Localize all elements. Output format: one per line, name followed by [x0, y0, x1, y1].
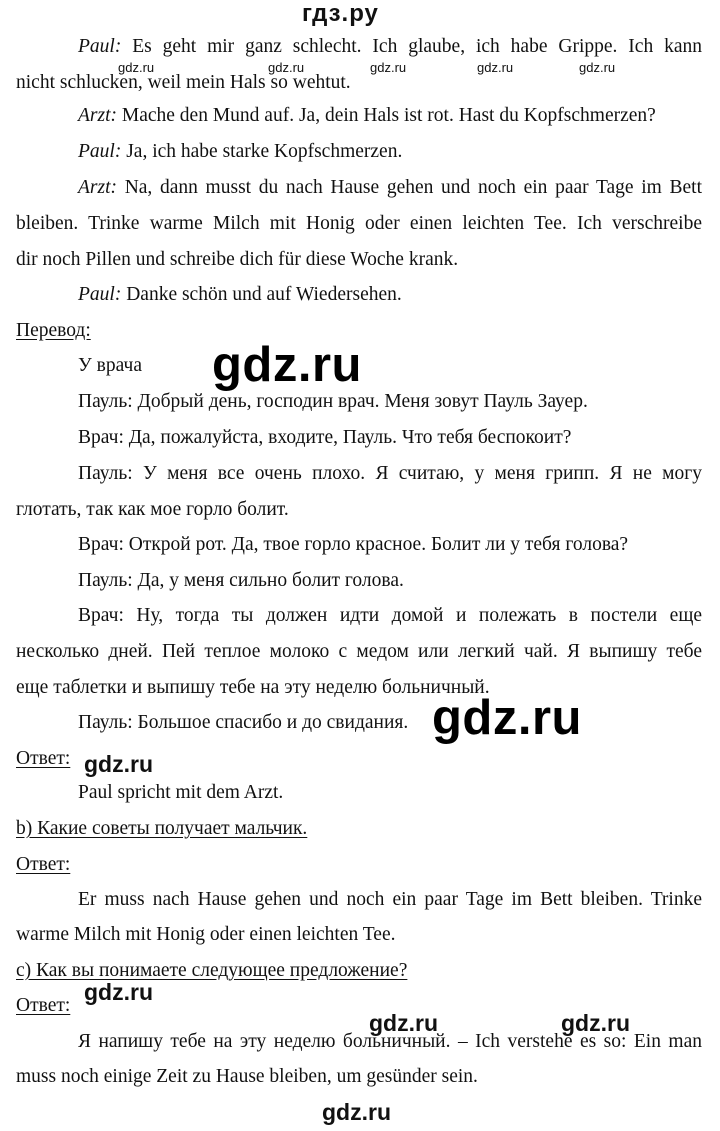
dialogue-text: Danke schön und auf Wiedersehen.	[126, 284, 402, 305]
dialogue-text: Na, dann musst du nach Hause gehen und noch ein paar Tage im Bett	[124, 177, 702, 198]
watermark: gdz.ru	[370, 60, 407, 75]
speaker-label: Paul:	[78, 36, 122, 57]
answer-label: Ответ:	[16, 748, 71, 769]
watermark: gdz.ru	[322, 1099, 391, 1125]
translation-line: еще таблетки и выпишу тебе на эту неделю больничный.	[16, 677, 490, 698]
translation-heading: Перевод:	[16, 320, 91, 341]
watermark: gdz.ru	[432, 691, 582, 745]
answer-text: muss noch einige Zeit zu Hause bleiben, um gesünder sein.	[16, 1066, 478, 1087]
dialogue-line	[78, 177, 702, 199]
dialogue-line	[78, 36, 702, 58]
speaker-label: Arzt:	[78, 105, 117, 126]
site-watermark: гдз.ру	[302, 0, 379, 27]
speaker-label: Paul:	[78, 141, 122, 162]
translation-line: глотать, так как мое горло болит.	[16, 499, 289, 520]
watermark: gdz.ru	[84, 979, 153, 1005]
translation-line: Пауль: Большое спасибо и до свидания.	[78, 712, 409, 733]
watermark: gdz.ru	[579, 60, 616, 75]
dialogue-line	[78, 141, 702, 163]
answer-label: Ответ:	[16, 854, 71, 875]
speaker-label: Arzt:	[78, 177, 117, 198]
watermark: gdz.ru	[561, 1010, 630, 1036]
answer-text: Paul spricht mit dem Arzt.	[78, 782, 284, 803]
question-c: c) Как вы понимаете следующее предложение?	[16, 960, 408, 981]
translation-line: Пауль: Да, у меня сильно болит голова.	[78, 570, 404, 591]
answer-text: warme Milch mit Honig oder einen leichten Tee.	[16, 924, 396, 945]
answer-label: Ответ:	[16, 995, 71, 1016]
dialogue-text: Ja, ich habe starke Kopfschmerzen.	[126, 141, 403, 162]
dialogue-line	[78, 284, 702, 306]
question-b: b) Какие советы получает мальчик.	[16, 818, 308, 839]
answer-text: Я напишу тебе на эту неделю больничный. – Ich verstehe es so: Ein man	[78, 1031, 702, 1052]
translation-title: У врача	[78, 355, 142, 376]
watermark: gdz.ru	[268, 60, 305, 75]
watermark: gdz.ru	[84, 751, 153, 777]
watermark: gdz.ru	[212, 338, 362, 392]
dialogue-line: dir noch Pillen und schreibe dich für diese Woche krank.	[16, 249, 459, 270]
answer-text: Er muss nach Hause gehen und noch ein paar Tage im Bett bleiben. Trinke	[78, 889, 702, 910]
dialogue-line	[78, 105, 702, 127]
translation-line: Врач: Открой рот. Да, твое горло красное. Болит ли у тебя голова?	[78, 534, 629, 555]
watermark: gdz.ru	[118, 60, 155, 75]
translation-line: Пауль: У меня все очень плохо. Я считаю, у меня грипп. Я не могу	[78, 463, 702, 484]
dialogue-line: nicht schlucken, weil mein Hals so wehtut.	[16, 72, 351, 93]
dialogue-line: bleiben. Trinke warme Milch mit Honig oder einen leichten Tee. Ich verschreibe	[16, 213, 702, 234]
watermark: gdz.ru	[369, 1010, 438, 1036]
translation-line: Врач: Да, пожалуйста, входите, Пауль. Что тебя беспокоит?	[78, 427, 572, 448]
speaker-label: Paul:	[78, 284, 122, 305]
translation-line: Врач: Ну, тогда ты должен идти домой и полежать в постели еще	[78, 605, 702, 626]
translation-line: несколько дней. Пей теплое молоко с медом или легкий чай. Я выпишу тебе	[16, 641, 702, 662]
translation-line: Пауль: Добрый день, господин врач. Меня зовут Пауль Зауер.	[78, 391, 588, 412]
dialogue-text: Es geht mir ganz schlecht. Ich glaube, ich habe Grippe. Ich kann	[132, 36, 702, 57]
dialogue-text: Mache den Mund auf. Ja, dein Hals ist rot. Hast du Kopfschmerzen?	[121, 105, 656, 126]
watermark: gdz.ru	[477, 60, 514, 75]
